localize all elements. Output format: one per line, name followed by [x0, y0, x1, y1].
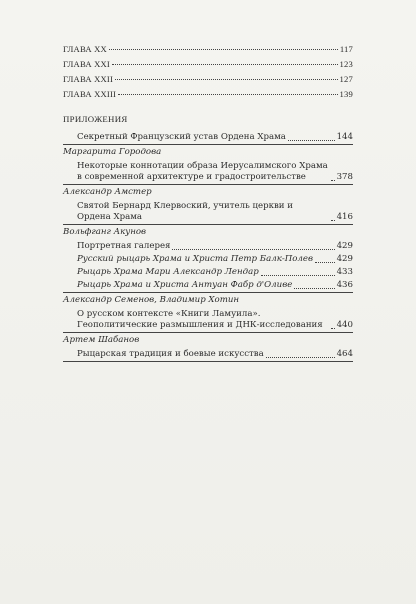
page-number: 464 [336, 349, 353, 359]
leader-dots [294, 288, 334, 289]
chapter-label: ГЛАВА XXI [63, 59, 110, 69]
entry-title: Русский рыцарь Храма и Христа Петр Балк-Полев [77, 254, 313, 264]
entry-list [63, 160, 353, 184]
leader-dots [109, 49, 338, 50]
leader-dots [266, 357, 335, 358]
leader-dots [112, 64, 338, 65]
toc-entry [77, 279, 353, 292]
entry-title: Портретная галерея [77, 241, 171, 251]
entry-title: Секретный Французский устав Ордена Храма [77, 132, 286, 142]
page-number: 139 [339, 89, 353, 99]
page-number: 123 [339, 59, 353, 69]
toc-block [63, 333, 353, 362]
toc-entry [77, 348, 353, 361]
entry-title: О русском контексте «Книги Ламуила». Геополитические размышления и ДНК-исследования [77, 309, 323, 330]
toc-entry [77, 131, 353, 144]
toc-block [63, 225, 353, 293]
author-name: Александр Амстер [63, 187, 152, 197]
leader-dots [331, 220, 335, 221]
chapter-label: ГЛАВА XX [63, 44, 107, 54]
page-number: 440 [336, 320, 353, 330]
page-number: 429 [336, 241, 353, 251]
toc-entry [77, 308, 353, 332]
author-name: Александр Семенов, Владимир Хотин [63, 295, 240, 305]
chapter-list [63, 44, 353, 104]
page-number: 416 [336, 212, 353, 222]
entry-list [63, 348, 353, 361]
leader-dots [261, 275, 335, 276]
chapter-row [63, 74, 353, 89]
entry-list [63, 131, 353, 144]
toc-entry [77, 160, 353, 184]
appendix-list [63, 131, 353, 362]
entry-title: Рыцарь Храма и Христа Антуан Фабр д'Оливе [77, 280, 293, 290]
entry-list [63, 308, 353, 332]
page-number: 429 [336, 254, 353, 264]
page-number: 117 [339, 44, 353, 54]
toc-block [63, 131, 353, 145]
leader-dots [331, 328, 335, 329]
entry-title: Рыцарская традиция и боевые искусства [77, 349, 264, 359]
page-number: 433 [336, 267, 353, 277]
leader-dots [118, 94, 337, 95]
entry-list [63, 240, 353, 292]
appendix-title: ПРИЛОЖЕНИЯ [63, 114, 128, 124]
toc-entry [77, 253, 353, 266]
page-number: 144 [336, 132, 353, 142]
author-name: Маргарита Городова [63, 147, 162, 157]
author-name: Вольфганг Акунов [63, 227, 147, 237]
toc-entry [77, 240, 353, 253]
leader-dots [288, 140, 335, 141]
entry-list [63, 200, 353, 224]
chapter-label: ГЛАВА XXIII [63, 89, 117, 99]
author-name: Артем Шабанов [63, 335, 140, 345]
chapter-row [63, 59, 353, 74]
leader-dots [315, 262, 335, 263]
table-of-contents [63, 44, 353, 362]
toc-block [63, 293, 353, 333]
chapter-label: ГЛАВА XXII [63, 74, 114, 84]
toc-entry [77, 266, 353, 279]
toc-entry [77, 200, 353, 224]
page-number: 127 [339, 74, 353, 84]
toc-block [63, 185, 353, 225]
page-number: 378 [336, 172, 353, 182]
entry-title: Рыцарь Храма Мари Александр Лендар [77, 267, 259, 277]
chapter-row [63, 44, 353, 59]
entry-title: Святой Бернард Клервоский, учитель церкви и Ордена Храма [77, 201, 293, 222]
leader-dots [172, 249, 334, 250]
chapter-row [63, 89, 353, 104]
toc-block [63, 145, 353, 185]
entry-title: Некоторые коннотации образа Иерусалимского Храма в современной архитектуре и градостроительстве [77, 161, 328, 182]
page-number: 436 [336, 280, 353, 290]
leader-dots [331, 180, 335, 181]
leader-dots [115, 79, 337, 80]
